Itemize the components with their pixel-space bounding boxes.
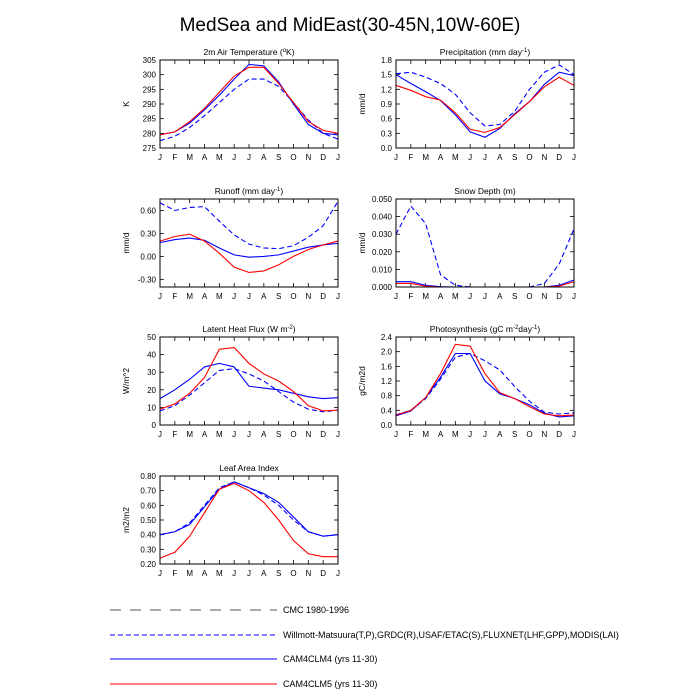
x-tick-label: J	[232, 569, 237, 578]
series-line-obs	[160, 482, 338, 536]
x-tick-label: N	[541, 292, 548, 301]
panel-title-sup: -1	[522, 48, 528, 54]
panel-title-sup: -2	[287, 325, 293, 331]
x-tick-label: D	[556, 430, 563, 439]
panel-title-sup: -1	[275, 187, 281, 193]
x-tick-label: M	[451, 292, 459, 301]
x-tick-label: A	[261, 153, 267, 162]
panel-title-tail: )	[280, 186, 284, 196]
x-tick-label: J	[247, 292, 251, 301]
x-tick-label: A	[497, 153, 503, 162]
y-tick-label: 10	[147, 403, 156, 413]
y-tick-label: 1.6	[380, 362, 392, 372]
plot-frame	[396, 199, 574, 287]
panel-title-tail: K)	[286, 47, 295, 57]
y-tick-label: 0.60	[140, 206, 156, 216]
y-tick-label: 0.00	[140, 252, 156, 262]
y-tick-label: 2.0	[380, 347, 392, 357]
y-tick-label: 2.4	[380, 333, 392, 342]
series-line-clm5	[160, 483, 338, 558]
x-tick-label: S	[511, 292, 518, 301]
x-tick-label: M	[186, 153, 194, 162]
y-tick-label: 1.5	[380, 70, 392, 80]
panel-title-text: Snow Depth (m)	[454, 186, 516, 196]
x-tick-label: O	[290, 569, 297, 578]
series-line-obs	[160, 201, 338, 248]
x-tick-label: A	[437, 430, 444, 439]
series-line-clm5	[396, 77, 574, 132]
y-tick-label: 0.040	[371, 212, 392, 222]
y-tick-label: 1.2	[380, 85, 392, 95]
y-tick-label: 1.8	[380, 56, 392, 65]
series-line-clm4	[396, 72, 574, 137]
x-tick-label: J	[247, 153, 251, 162]
legend-label: CMC 1980-1996	[283, 605, 350, 615]
panel-precip	[357, 47, 576, 162]
x-tick-label: N	[541, 430, 548, 439]
panel-title	[454, 186, 516, 196]
x-tick-label: D	[556, 292, 563, 301]
x-tick-label: D	[320, 430, 327, 439]
panel-title	[440, 47, 531, 57]
series-line-obs	[160, 79, 338, 141]
legend-label: CAM4CLM5 (yrs 11-30)	[283, 679, 378, 689]
x-tick-label: O	[526, 292, 533, 301]
panel-title	[430, 324, 541, 334]
x-tick-label: J	[572, 430, 576, 439]
x-tick-label: J	[158, 292, 162, 301]
x-tick-label: J	[232, 292, 237, 301]
panel-title-tail: )	[537, 324, 541, 334]
y-tick-label: 0.030	[371, 230, 392, 240]
x-tick-label: J	[336, 292, 340, 301]
y-tick-label: 0	[151, 421, 156, 430]
y-axis-label: mm/d	[121, 232, 131, 254]
x-tick-label: S	[511, 153, 518, 162]
x-tick-label: F	[408, 430, 414, 439]
plot-frame	[160, 476, 338, 564]
y-tick-label: 300	[142, 70, 156, 80]
x-tick-label: N	[305, 569, 312, 578]
panel-title-sup: -2	[512, 325, 519, 331]
x-tick-label: F	[172, 430, 178, 439]
panel-title	[219, 463, 279, 473]
panel-title-tail: day	[518, 324, 533, 334]
x-tick-label: F	[408, 153, 414, 162]
panel-title-text: Photosynthesis (gC m	[429, 324, 513, 334]
x-tick-label: J	[483, 292, 487, 301]
y-tick-label: 0.0	[380, 421, 392, 430]
y-axis-label: gC/m2d	[357, 366, 367, 396]
x-tick-label: M	[422, 430, 430, 439]
x-tick-label: O	[290, 153, 297, 162]
series-line-clm4	[396, 354, 574, 417]
y-tick-label: 0.6	[380, 114, 392, 124]
panel-title-text: Runoff (mm day	[214, 186, 276, 196]
y-tick-label: 40	[147, 350, 156, 360]
y-tick-label: 0.80	[140, 472, 156, 481]
x-tick-label: N	[305, 292, 312, 301]
panel-runoff	[121, 186, 340, 301]
x-tick-label: M	[422, 153, 430, 162]
x-tick-label: D	[556, 153, 563, 162]
panel-title-text: Latent Heat Flux (W m	[202, 324, 288, 334]
y-tick-label: 305	[142, 56, 156, 65]
panel-lhf	[121, 324, 340, 439]
x-tick-label: M	[422, 292, 430, 301]
x-tick-label: F	[408, 292, 414, 301]
y-tick-label: 0.050	[371, 195, 392, 204]
y-tick-label: 0.8	[380, 391, 392, 401]
panel-title-text: Precipitation (mm day	[439, 47, 523, 57]
y-tick-label: 0.000	[371, 283, 392, 292]
x-tick-label: S	[275, 430, 282, 439]
y-axis-label: m2/m2	[121, 507, 131, 533]
x-tick-label: J	[483, 430, 487, 439]
series-line-clm4	[160, 482, 338, 536]
y-tick-label: 0.60	[140, 501, 156, 511]
y-tick-label: 0.020	[371, 247, 392, 257]
x-tick-label: A	[201, 292, 208, 301]
x-tick-label: A	[437, 153, 444, 162]
x-tick-label: M	[451, 430, 459, 439]
x-tick-label: A	[261, 569, 267, 578]
plot-frame	[396, 60, 574, 148]
y-tick-label: 0.50	[140, 516, 156, 525]
x-tick-label: J	[394, 153, 398, 162]
x-tick-label: O	[290, 430, 297, 439]
x-tick-label: J	[336, 430, 340, 439]
x-tick-label: J	[247, 430, 251, 439]
x-tick-label: A	[201, 153, 208, 162]
series-line-clm4	[160, 238, 338, 257]
panel-title	[202, 324, 295, 334]
x-tick-label: D	[320, 153, 327, 162]
y-tick-label: 20	[147, 385, 156, 395]
legend	[110, 605, 619, 689]
panel-title-tail: )	[527, 47, 531, 57]
x-tick-label: O	[526, 153, 533, 162]
x-tick-label: J	[468, 292, 473, 301]
y-tick-label: 0.40	[140, 530, 156, 540]
y-tick-label: 0.20	[140, 560, 156, 569]
x-tick-label: M	[215, 430, 223, 439]
x-tick-label: M	[215, 569, 223, 578]
y-tick-label: 290	[142, 100, 156, 109]
y-tick-label: 50	[147, 333, 156, 342]
x-tick-label: N	[305, 430, 312, 439]
x-tick-label: F	[172, 153, 178, 162]
x-tick-label: A	[201, 569, 208, 578]
x-tick-label: A	[497, 430, 503, 439]
legend-label: Willmott-Matsuura(T,P),GRDC(R),USAF/ETAC(S),FLUXNET(LHF,GPP),MODIS(LAI)	[283, 630, 619, 640]
x-tick-label: J	[394, 292, 398, 301]
x-tick-label: S	[275, 292, 282, 301]
y-tick-label: 1.2	[380, 377, 392, 386]
x-tick-label: J	[158, 153, 162, 162]
panel-title-tail: )	[292, 324, 296, 334]
x-tick-label: A	[201, 430, 208, 439]
y-tick-label: 30	[147, 368, 156, 378]
figure-title: MedSea and MidEast(30-45N,10W-60E)	[179, 15, 521, 36]
panel-title	[203, 47, 294, 57]
x-tick-label: M	[215, 292, 223, 301]
panel-title-text: Leaf Area Index	[219, 463, 279, 473]
y-tick-label: 275	[142, 144, 156, 153]
x-tick-label: A	[261, 292, 267, 301]
plot-frame	[160, 60, 338, 148]
x-tick-label: J	[232, 153, 237, 162]
y-tick-label: 280	[142, 129, 156, 139]
panel-title-text: 2m Air Temperature (	[203, 47, 283, 57]
y-tick-label: 0.3	[380, 129, 392, 139]
series-line-clm4	[160, 363, 338, 398]
y-axis-label: W/m^2	[121, 367, 131, 395]
x-tick-label: J	[232, 430, 237, 439]
x-tick-label: J	[336, 569, 340, 578]
x-tick-label: M	[215, 153, 223, 162]
x-tick-label: S	[511, 430, 518, 439]
y-tick-label: 0.0	[380, 144, 392, 153]
y-tick-label: 0.9	[380, 100, 392, 109]
y-tick-label: 0.30	[140, 545, 156, 555]
y-tick-label: 0.4	[380, 406, 392, 416]
x-tick-label: F	[172, 569, 178, 578]
y-tick-label: 0.010	[371, 265, 392, 275]
x-tick-label: J	[572, 292, 576, 301]
x-tick-label: F	[172, 292, 178, 301]
x-tick-label: J	[158, 569, 162, 578]
series-line-clm5	[160, 234, 338, 272]
x-tick-label: J	[483, 153, 487, 162]
panel-snow	[357, 186, 576, 301]
x-tick-label: J	[336, 153, 340, 162]
x-tick-label: J	[468, 430, 473, 439]
y-tick-label: 0.70	[140, 486, 156, 496]
x-tick-label: N	[305, 153, 312, 162]
x-tick-label: J	[394, 430, 398, 439]
x-tick-label: A	[261, 430, 267, 439]
y-tick-label: 295	[142, 85, 156, 95]
series-line-obs	[160, 369, 338, 412]
x-tick-label: N	[541, 153, 548, 162]
series-line-obs	[396, 206, 574, 287]
x-tick-label: O	[290, 292, 297, 301]
y-tick-label: 0.30	[140, 229, 156, 239]
x-tick-label: M	[186, 292, 194, 301]
x-tick-label: S	[275, 569, 282, 578]
panel-title	[215, 186, 284, 196]
x-tick-label: A	[437, 292, 444, 301]
panel-lai	[121, 463, 340, 578]
y-tick-label: -0.30	[137, 275, 156, 285]
series-line-clm5	[160, 348, 338, 411]
y-tick-label: 285	[142, 114, 156, 124]
plot-frame	[160, 199, 338, 287]
panel-title-sup: -1	[532, 325, 538, 331]
x-tick-label: A	[497, 292, 503, 301]
x-tick-label: M	[186, 430, 194, 439]
x-tick-label: J	[468, 153, 473, 162]
x-tick-label: J	[158, 430, 162, 439]
x-tick-label: J	[247, 569, 251, 578]
x-tick-label: M	[451, 153, 459, 162]
y-axis-label: K	[121, 101, 131, 107]
y-axis-label: mm/d	[357, 93, 367, 115]
legend-label: CAM4CLM4 (yrs 11-30)	[283, 654, 378, 664]
x-tick-label: D	[320, 569, 327, 578]
x-tick-label: S	[275, 153, 282, 162]
y-axis-label: mm/d	[357, 232, 367, 254]
panel-gpp	[357, 324, 576, 439]
series-line-obs	[396, 354, 574, 415]
x-tick-label: O	[526, 430, 533, 439]
x-tick-label: J	[572, 153, 576, 162]
panel-t2m	[121, 47, 340, 162]
x-tick-label: D	[320, 292, 327, 301]
x-tick-label: M	[186, 569, 194, 578]
panel-title-sup: o	[282, 48, 287, 54]
